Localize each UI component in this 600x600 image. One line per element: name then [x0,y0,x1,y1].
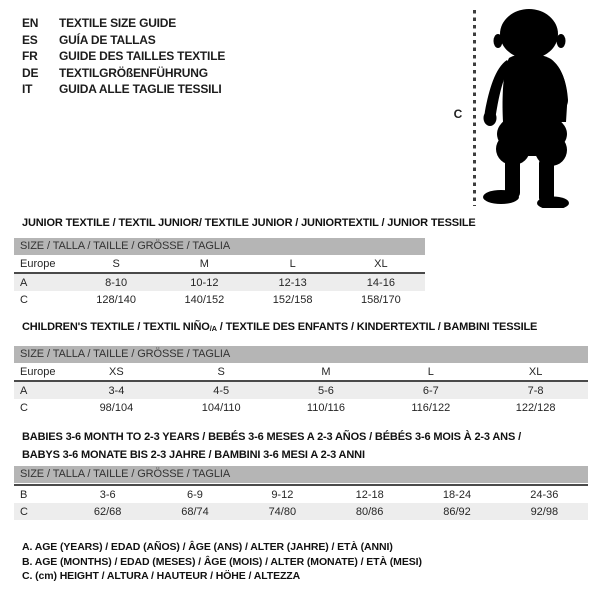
size-header-bar: SIZE / TALLA / TAILLE / GRÖSSE / TAGLIA [14,346,588,363]
table-cell: 18-24 [442,488,472,501]
babies-size-table [14,466,588,520]
table-cell: 116/122 [411,401,451,414]
column-header: XS [109,365,124,378]
table-cell: 62/68 [93,505,122,518]
column-header-row [14,363,588,380]
language-code: IT [22,82,33,97]
table-cell: 122/128 [515,401,556,414]
table-cell: 7-8 [527,384,544,397]
language-code: DE [22,65,39,80]
legend-notes [22,540,422,584]
junior-size-table [14,238,425,308]
note-age-years: A. AGE (YEARS) / EDAD (AÑOS) / ÂGE (ANS) / ALTER (JAHRE) / ETÀ (ANNI) [22,541,393,553]
table-cell: 6-7 [422,384,439,397]
table-cell: 4-5 [213,384,230,397]
height-measure-label: C [453,107,463,121]
table-cell: 110/116 [306,401,346,414]
table-cell: 80/86 [355,505,384,518]
table-cell: 140/152 [184,293,225,306]
row-label: A [20,384,28,397]
note-age-months: B. AGE (MONTHS) / EDAD (MESES) / ÂGE (MOIS) / ALTER (MONATE) / ETÀ (MESI) [22,555,422,568]
language-title-list [22,15,225,98]
table-cell: 92/98 [530,505,559,518]
children-size-table [14,346,588,416]
column-header: S [112,257,120,270]
region-label: Europe [20,257,56,270]
table-cell: 12-13 [278,276,307,289]
language-code: ES [22,32,38,47]
row-label: C [20,293,28,306]
table-cell: 3-4 [108,384,125,397]
language-title: TEXTILE SIZE GUIDE [59,16,177,30]
column-header: XL [374,257,388,270]
title-line-1: BABIES 3-6 MONTH TO 2-3 YEARS / BEBÉS 3-6 MESES A 2-3 AÑOS / BÉBÉS 3-6 MOIS À 2-3 ANS / [22,431,521,443]
language-row-it [22,81,225,98]
table-cell: 98/104 [99,401,134,414]
size-header-bar: SIZE / TALLA / TAILLE / GRÖSSE / TAGLIA [14,466,588,483]
table-row-b [14,486,588,503]
language-row-de [22,65,225,82]
language-row-es [22,32,225,49]
table-row-c [14,291,425,308]
language-title: GUÍA DE TALLAS [59,32,156,47]
title-text: CHILDREN'S TEXTILE / TEXTIL NIÑO [22,321,210,333]
table-row-a [14,274,425,291]
size-header-bar: SIZE / TALLA / TAILLE / GRÖSSE / TAGLIA [14,238,425,255]
column-header: L [289,257,296,270]
table-row-a [14,382,588,399]
row-label: B [20,488,28,501]
table-cell: 104/110 [201,401,241,414]
table-cell: 9-12 [271,488,294,501]
column-header: S [217,365,225,378]
babies-section-title [22,428,582,464]
language-row-fr [22,48,225,65]
language-code: FR [22,49,38,64]
column-header: XL [528,365,543,378]
height-measure-dashed-line [473,10,476,206]
column-header: M [321,365,331,378]
row-label: A [20,276,28,289]
table-cell: 74/80 [268,505,297,518]
junior-section-title: JUNIOR TEXTILE / TEXTIL JUNIOR/ TEXTILE JUNIOR / JUNIORTEXTIL / JUNIOR TESSILE [22,217,476,229]
column-header-row [14,255,425,272]
language-code: EN [22,16,39,30]
table-cell: 68/74 [181,505,209,518]
table-cell: 152/158 [272,293,313,306]
row-label: C [20,505,28,518]
note-height-cm: C. (cm) HEIGHT / ALTURA / HAUTEUR / HÖHE / ALTEZZA [22,570,301,583]
table-cell: 158/170 [360,293,401,306]
region-label: Europe [20,365,56,378]
table-cell: 6-9 [187,488,203,501]
title-text: / TEXTILE DES ENFANTS / KINDERTEXTIL / BAMBINI TESSILE [216,321,538,333]
table-cell: 12-18 [355,488,384,501]
language-row-en [22,15,225,32]
language-title: TEXTILGRÖßENFÜHRUNG [59,65,208,80]
table-cell: 3-6 [99,488,116,501]
column-header: M [199,257,209,270]
table-cell: 128/140 [96,293,136,306]
table-cell: 8-10 [105,276,128,289]
table-cell: 5-6 [318,384,334,397]
table-row-c [14,399,588,416]
table-cell: 24-36 [530,488,559,501]
table-cell: 14-16 [366,276,395,289]
language-title: GUIDA ALLE TAGLIE TESSILI [59,82,222,97]
table-cell: 86/92 [443,505,471,518]
row-label: C [20,401,28,414]
title-subscript: /A [209,324,217,333]
language-title: GUIDE DES TAILLES TEXTILE [59,49,226,64]
children-section-title [22,321,537,333]
table-row-c [14,503,588,520]
table-cell: 10-12 [190,276,219,289]
title-line-2: BABYS 3-6 MONATE BIS 2-3 JAHRE / BAMBINI 3-6 MESI A 2-3 ANNI [22,449,365,461]
column-header: L [427,365,434,378]
baby-silhouette-icon [481,8,575,208]
